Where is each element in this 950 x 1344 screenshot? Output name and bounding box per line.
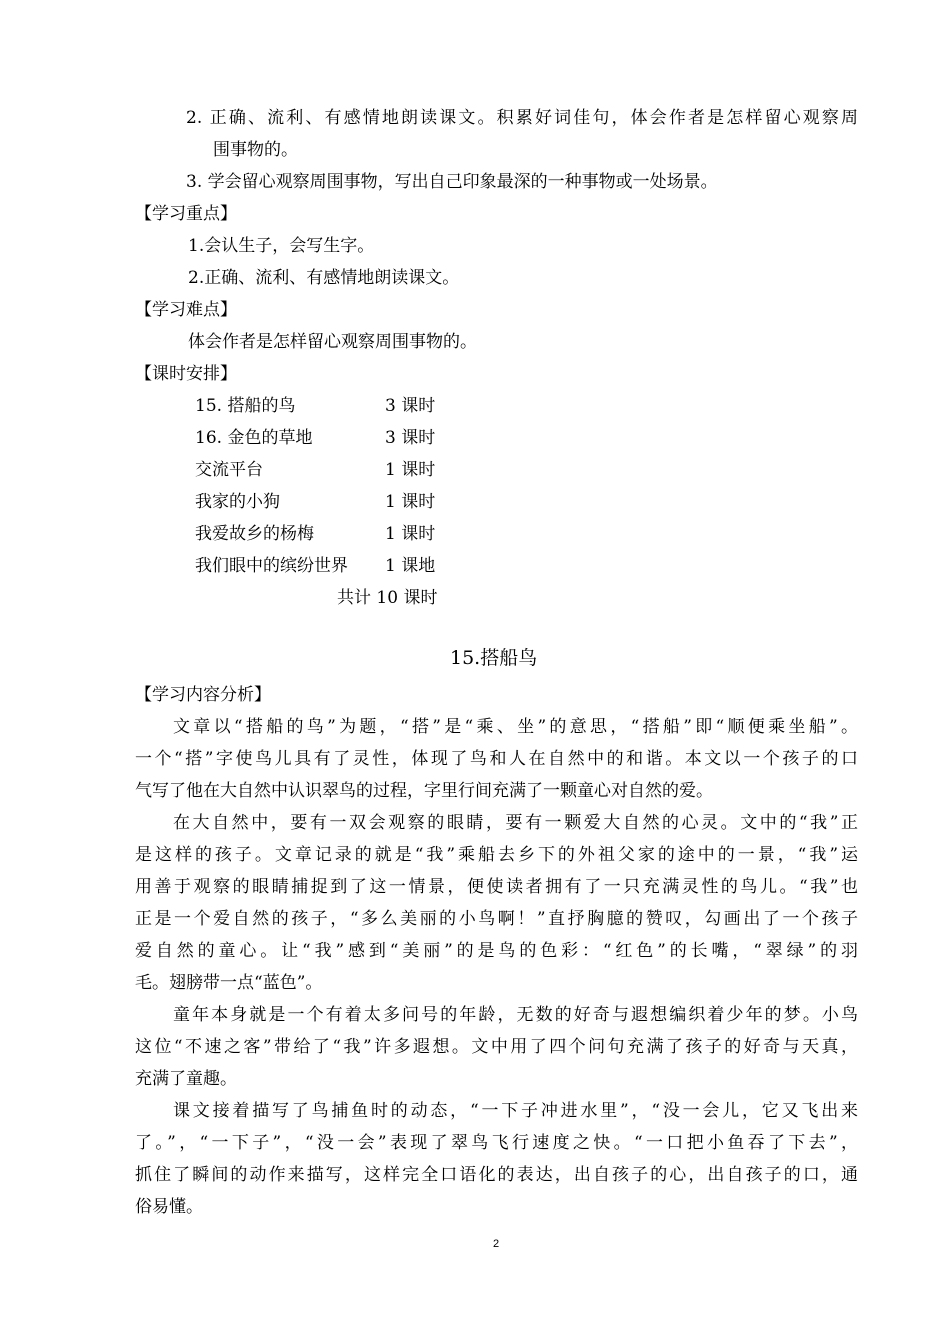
objective-3: 3. 学会留心观察周围事物，写出自己印象最深的一种事物或一处场景。 [186,172,718,192]
schedule-row-hours: 3 课时 [385,396,436,416]
schedule-row-name: 我爱故乡的杨梅 [195,524,314,544]
paragraph-line: 一个“搭”字使鸟儿具有了灵性，体现了鸟和人在自然中的和谐。本文以一个孩子的口 [135,749,858,769]
paragraph-line: 俗易懂。 [135,1197,203,1217]
paragraph-line: 抓住了瞬间的动作来描写，这样完全口语化的表达，出自孩子的心，出自孩子的口，通 [135,1165,858,1185]
paragraph-line: 在大自然中，要有一双会观察的眼睛，要有一颗爱大自然的心灵。文中的“我”正 [173,813,858,833]
paragraph-line: 童年本身就是一个有着太多问号的年龄，无数的好奇与遐想编织着少年的梦。小鸟 [173,1005,858,1025]
schedule-row-hours: 3 课时 [385,428,436,448]
schedule-row-name: 15. 搭船的鸟 [195,396,296,416]
schedule-row-name: 我们眼中的缤纷世界 [195,556,348,576]
difficulty-heading: 【学习难点】 [135,300,237,320]
paragraph-line: 这位“不速之客”带给了“我”许多遐想。文中用了四个问句充满了孩子的好奇与天真， [135,1037,858,1057]
schedule-row-hours: 1 课时 [385,492,436,512]
paragraph-line: 文章以“搭船的鸟”为题，“搭”是“乘、坐”的意思，“搭船”即“顺便乘坐船”。 [173,717,858,737]
schedule-row-hours: 1 课地 [385,556,436,576]
paragraph-line: 了。”，“一下子”，“没一会”表现了翠鸟飞行速度之快。“一口把小鱼吞了下去”， [135,1133,858,1153]
paragraph-line: 气写了他在大自然中认识翠鸟的过程，字里行间充满了一颗童心对自然的爱。 [135,781,713,801]
paragraph-line: 充满了童趣。 [135,1069,237,1089]
key-point-item: 1.会认生子，会写生字。 [188,236,375,256]
paragraph-line: 课文接着描写了鸟捕鱼时的动态，“一下子冲进水里”，“没一会儿，它又飞出来 [173,1101,858,1121]
difficulty-text: 体会作者是怎样留心观察周围事物的。 [188,332,477,352]
page-number: 2 [493,1238,500,1250]
key-points-heading: 【学习重点】 [135,204,237,224]
schedule-row-name: 我家的小狗 [195,492,280,512]
schedule-row-name: 交流平台 [195,460,263,480]
objective-2-line-2: 围事物的。 [213,140,298,160]
schedule-total: 共计 10 课时 [337,588,438,608]
paragraph-line: 正是一个爱自然的孩子，“多么美丽的小鸟啊！”直抒胸臆的赞叹，勾画出了一个孩子 [135,909,858,929]
schedule-row-hours: 1 课时 [385,460,436,480]
paragraph-line: 用善于观察的眼睛捕捉到了这一情景，便使读者拥有了一只充满灵性的鸟儿。“我”也 [135,877,858,897]
schedule-row-name: 16. 金色的草地 [195,428,313,448]
schedule-heading: 【课时安排】 [135,364,237,384]
key-point-item: 2.正确、流利、有感情地朗读课文。 [188,268,460,288]
paragraph-line: 爱自然的童心。让“我”感到“美丽”的是鸟的色彩：“红色”的长嘴，“翠绿”的羽 [135,941,858,961]
schedule-row-hours: 1 课时 [385,524,436,544]
objective-2-line-1: 2. 正确、流利、有感情地朗读课文。积累好词佳句，体会作者是怎样留心观察周 [186,108,858,128]
paragraph-line: 毛。翅膀带一点“蓝色”。 [135,973,323,993]
paragraph-line: 是这样的孩子。文章记录的就是“我”乘船去乡下的外祖父家的途中的一景，“我”运 [135,845,858,865]
lesson-title: 15.搭船鸟 [450,647,538,669]
analysis-heading: 【学习内容分析】 [135,685,271,705]
